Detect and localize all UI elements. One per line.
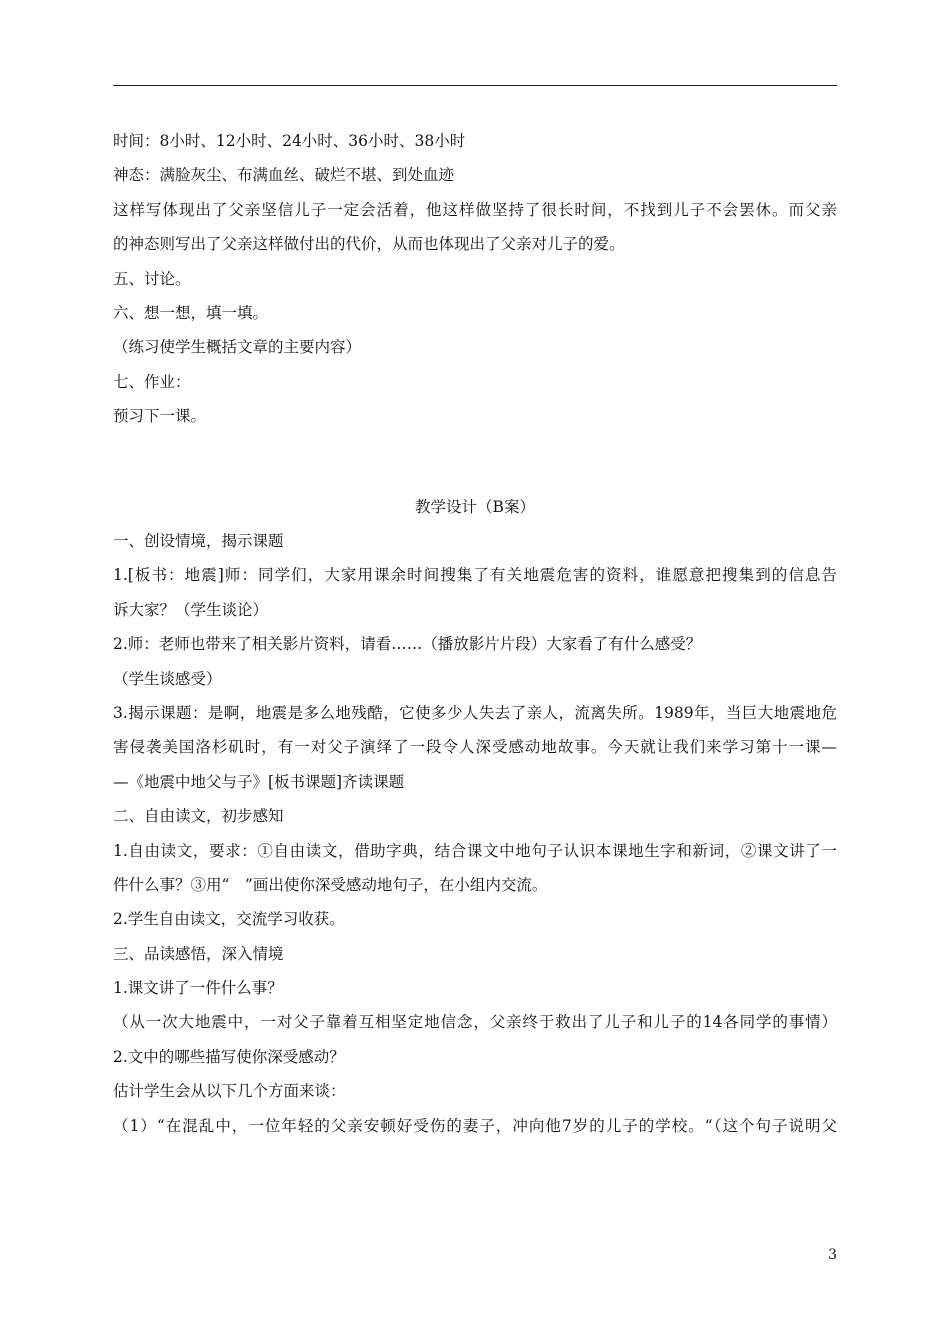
- section-b-title: 教学设计（B案）: [415, 498, 535, 516]
- header-rule: [113, 85, 837, 86]
- text-line-b16: 估计学生会从以下几个方面来谈：: [113, 1082, 346, 1101]
- text-line-b5: 3.揭示课题：是啊，地震是多么地残酷，它使多少人失去了亲人，流离失所。1989年，当巨大地震地危: [113, 703, 837, 722]
- text-line-expression: 神态：满脸灰尘、布满血丝、破烂不堪、到处血迹: [113, 166, 455, 185]
- text-line-b3: 2.师：老师也带来了相关影片资料，请看……（播放影片片段）大家看了有什么感受？: [113, 635, 702, 654]
- text-line-b4: （学生谈感受）: [113, 669, 222, 688]
- heading-create-situation: 一、创设情境，揭示课题: [113, 532, 284, 550]
- text-line-b15: 2.文中的哪些描写使你深受感动？: [113, 1047, 345, 1066]
- text-line-exercise-note: （练习使学生概括文章的主要内容）: [113, 338, 362, 357]
- heading-discussion: 五、讨论。: [113, 269, 191, 288]
- text-line-analysis-2: 的神态则写出了父亲这样做付出的代价，从而也体现出了父亲对儿子的爱。: [113, 235, 625, 254]
- text-line-b6: 害侵袭美国洛杉矶时，有一对父子演绎了一段令人深受感动地故事。今天就让我们来学习第十一课—: [113, 738, 837, 757]
- text-line-preview: 预习下一课。: [113, 407, 207, 426]
- text-line-b1: 1.[板书：地震]师：同学们，大家用课余时间搜集了有关地震危害的资料，谁愿意把搜集到的信息告: [113, 566, 837, 585]
- heading-think-fill: 六、想一想，填一填。: [113, 303, 269, 322]
- text-line-time: 时间：8小时、12小时、24小时、36小时、38小时: [113, 132, 466, 150]
- section-a-body: [113, 124, 837, 434]
- text-line-b7: —《地震中地父与子》[板书课题]齐读课题: [113, 772, 405, 791]
- text-line-b9: 1.自由读文，要求：①自由读文，借助字典，结合课文中地句子认识本课地生字和新词，②课文讲了一: [113, 841, 837, 860]
- text-line-b11: 2.学生自由读文，交流学习收获。: [113, 910, 345, 929]
- heading-free-reading: 二、自由读文，初步感知: [113, 807, 284, 826]
- text-line-b17: （1）“在混乱中，一位年轻的父亲安顿好受伤的妻子，冲向他7岁的儿子的学校。“（这个句子说明父: [113, 1116, 837, 1135]
- text-line-b2: 诉大家？（学生谈论）: [113, 600, 269, 619]
- text-line-b13: 1.课文讲了一件什么事？: [113, 979, 283, 998]
- heading-appreciation: 三、品读感悟，深入情境: [113, 944, 284, 963]
- text-line-analysis-1: 这样写体现出了父亲坚信儿子一定会活着，他这样做坚持了很长时间，不找到儿子不会罢休。而父亲: [113, 200, 837, 219]
- text-line-b10: 件什么事？③用“ ”画出使你深受感动地句子，在小组内交流。: [113, 875, 548, 894]
- section-b-body: [113, 524, 837, 1143]
- heading-homework: 七、作业：: [113, 372, 191, 391]
- text-line-b14: （从一次大地震中，一对父子靠着互相坚定地信念，父亲终于救出了儿子和儿子的14各同学的事情）: [113, 1013, 837, 1032]
- page-number: 3: [828, 1247, 837, 1263]
